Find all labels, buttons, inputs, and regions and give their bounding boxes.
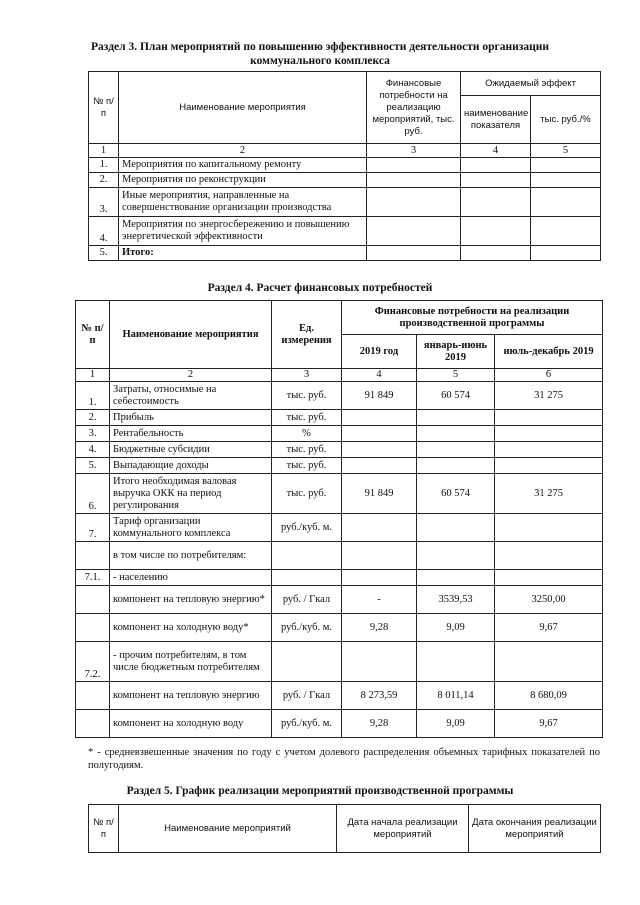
row-unit (272, 542, 342, 570)
row-name: - населению (110, 570, 272, 586)
row-unit: тыс. руб. (272, 382, 342, 410)
row-value-h2 (495, 426, 603, 442)
s4-header-h2: июль-декабрь 2019 (495, 335, 603, 369)
row-value-h2: 31 275 (495, 382, 603, 410)
row-unit: руб./куб. м. (272, 710, 342, 738)
row-unit: % (272, 426, 342, 442)
row-number: 7.1. (76, 570, 110, 586)
row-value-h1: 60 574 (417, 474, 495, 514)
row-value-year: 8 273,59 (342, 682, 417, 710)
row-value-h1: 9,09 (417, 710, 495, 738)
row-unit: тыс. руб. (272, 442, 342, 458)
empty-cell (461, 217, 531, 246)
empty-cell (531, 246, 601, 261)
row-value-h1: 9,09 (417, 614, 495, 642)
row-value-year (342, 458, 417, 474)
row-number: 5. (89, 246, 119, 261)
footnote: * - средневзвешенные значения по году с учетом долевого распределения объемных тарифных показателей по полугодиям. (88, 747, 600, 771)
table-row (76, 382, 603, 410)
row-name: Выпадающие доходы (110, 458, 272, 474)
section5-table (88, 804, 601, 853)
row-value-h1 (417, 514, 495, 542)
row-number (76, 542, 110, 570)
table-row (76, 570, 603, 586)
row-name: Тариф организации коммунального комплекса (110, 514, 272, 542)
table-row (76, 642, 603, 682)
s3-colnum: 5 (531, 144, 601, 158)
row-number (76, 586, 110, 614)
row-value-h1 (417, 542, 495, 570)
row-value-h1 (417, 426, 495, 442)
empty-cell (367, 173, 461, 188)
row-value-year: 9,28 (342, 710, 417, 738)
row-number: 3. (89, 188, 119, 217)
empty-cell (531, 188, 601, 217)
row-value-h2: 9,67 (495, 614, 603, 642)
row-name: Рентабельность (110, 426, 272, 442)
table-row (76, 410, 603, 426)
s3-header-name: Наименование мероприятия (119, 72, 367, 144)
s4-header-year: 2019 год (342, 335, 417, 369)
s3-header-fin: Финансовые потребности на реализацию мероприятий, тыс. руб. (367, 72, 461, 144)
s5-header-end: Дата окончания реализации мероприятий (469, 805, 601, 853)
row-value-year: - (342, 586, 417, 614)
section3-table (88, 71, 601, 261)
row-name: компонент на тепловую энергию (110, 682, 272, 710)
table-row (89, 217, 601, 246)
row-value-h2 (495, 410, 603, 426)
s4-colnum: 4 (342, 369, 417, 382)
section4-title: Раздел 4. Расчет финансовых потребностей (207, 282, 433, 294)
s4-header-unit: Ед. измерения (272, 301, 342, 369)
row-number: 4. (89, 217, 119, 246)
row-name: компонент на тепловую энергию* (110, 586, 272, 614)
empty-cell (367, 158, 461, 173)
s3-colnum: 2 (119, 144, 367, 158)
row-number: 2. (76, 410, 110, 426)
row-name: Мероприятия по энергосбережению и повышению энергетической эффективности (119, 217, 367, 246)
empty-cell (461, 246, 531, 261)
row-name: Итого необходимая валовая выручка ОКК на период регулирования (110, 474, 272, 514)
table-row (89, 173, 601, 188)
row-name: Прибыль (110, 410, 272, 426)
row-name: компонент на холодную воду* (110, 614, 272, 642)
table-row (76, 442, 603, 458)
row-value-year (342, 514, 417, 542)
row-number (76, 682, 110, 710)
s4-colnum: 5 (417, 369, 495, 382)
s3-header-effect: Ожидаемый эффект (461, 72, 601, 96)
s3-colnum: 3 (367, 144, 461, 158)
s3-colnum: 4 (461, 144, 531, 158)
s3-header-indicator: наименование показателя (461, 96, 531, 144)
row-value-h2 (495, 570, 603, 586)
row-value-h1: 8 011,14 (417, 682, 495, 710)
s3-colnum: 1 (89, 144, 119, 158)
row-value-h2: 31 275 (495, 474, 603, 514)
row-number: 1. (89, 158, 119, 173)
row-name: - прочим потребителям, в том числе бюджетным потребителям (110, 642, 272, 682)
row-unit: тыс. руб. (272, 458, 342, 474)
s4-header-h1: январь-июнь 2019 (417, 335, 495, 369)
row-unit: тыс. руб. (272, 474, 342, 514)
row-unit: руб./куб. м. (272, 514, 342, 542)
row-value-year: 91 849 (342, 382, 417, 410)
row-number: 7.2. (76, 642, 110, 682)
row-value-year (342, 570, 417, 586)
row-number: 7. (76, 514, 110, 542)
row-number: 6. (76, 474, 110, 514)
row-value-h1 (417, 570, 495, 586)
row-value-year (342, 642, 417, 682)
s3-header-unit: тыс. руб./% (531, 96, 601, 144)
row-number: 2. (89, 173, 119, 188)
row-unit: руб./куб. м. (272, 614, 342, 642)
s4-colnum: 2 (110, 369, 272, 382)
table-row (76, 542, 603, 570)
row-name: Бюджетные субсидии (110, 442, 272, 458)
empty-cell (367, 188, 461, 217)
table-row (76, 710, 603, 738)
empty-cell (531, 217, 601, 246)
empty-cell (461, 173, 531, 188)
empty-cell (461, 188, 531, 217)
empty-cell (531, 173, 601, 188)
row-value-year: 91 849 (342, 474, 417, 514)
s5-header-start: Дата начала реализации мероприятий (337, 805, 469, 853)
s4-colnum: 3 (272, 369, 342, 382)
row-value-h2: 8 680,09 (495, 682, 603, 710)
row-value-year: 9,28 (342, 614, 417, 642)
s4-header-num: № п/п (76, 301, 110, 369)
empty-cell (367, 217, 461, 246)
row-unit: руб. / Гкал (272, 586, 342, 614)
s5-header-num: № п/п (89, 805, 119, 853)
empty-cell (367, 246, 461, 261)
row-unit: тыс. руб. (272, 410, 342, 426)
row-value-h2 (495, 642, 603, 682)
row-value-h1 (417, 458, 495, 474)
table-row (76, 682, 603, 710)
table-row (76, 458, 603, 474)
row-name: Иные мероприятия, направленные на совершенствование организации производства (119, 188, 367, 217)
row-value-h1 (417, 410, 495, 426)
table-row (89, 188, 601, 217)
empty-cell (531, 158, 601, 173)
row-value-h1 (417, 442, 495, 458)
row-number: 5. (76, 458, 110, 474)
row-number (76, 710, 110, 738)
row-value-year (342, 426, 417, 442)
table-row (76, 474, 603, 514)
row-unit (272, 642, 342, 682)
s4-header-fin: Финансовые потребности на реализации производственной программы (342, 301, 603, 335)
row-value-h2: 3250,00 (495, 586, 603, 614)
section3-title: Раздел 3. План мероприятий по повышению эффективности деятельности организации коммунального комплекса (91, 41, 549, 67)
s4-colnum: 6 (495, 369, 603, 382)
s4-colnum: 1 (76, 369, 110, 382)
section5-title: Раздел 5. График реализации мероприятий производственной программы (126, 785, 514, 797)
row-value-year (342, 410, 417, 426)
row-value-h2 (495, 514, 603, 542)
row-name: компонент на холодную воду (110, 710, 272, 738)
row-name: Итого: (119, 246, 367, 261)
section4-table (75, 300, 603, 738)
row-value-h2 (495, 442, 603, 458)
row-number: 3. (76, 426, 110, 442)
row-value-h2 (495, 542, 603, 570)
s5-header-name: Наименование мероприятий (119, 805, 337, 853)
table-row (76, 514, 603, 542)
row-unit: руб. / Гкал (272, 682, 342, 710)
table-row (76, 614, 603, 642)
s3-header-num: № п/п (89, 72, 119, 144)
row-number: 4. (76, 442, 110, 458)
table-row (76, 426, 603, 442)
table-row (89, 246, 601, 261)
row-name: Затраты, относимые на себестоимость (110, 382, 272, 410)
row-name: в том числе по потребителям: (110, 542, 272, 570)
empty-cell (461, 158, 531, 173)
row-name: Мероприятия по капитальному ремонту (119, 158, 367, 173)
row-value-year (342, 442, 417, 458)
row-value-h1: 60 574 (417, 382, 495, 410)
row-value-h2: 9,67 (495, 710, 603, 738)
row-value-year (342, 542, 417, 570)
row-value-h1 (417, 642, 495, 682)
row-number (76, 614, 110, 642)
table-row (76, 586, 603, 614)
row-value-h2 (495, 458, 603, 474)
row-unit (272, 570, 342, 586)
row-name: Мероприятия по реконструкции (119, 173, 367, 188)
s4-header-name: Наименование мероприятия (110, 301, 272, 369)
table-row (89, 158, 601, 173)
row-value-h1: 3539,53 (417, 586, 495, 614)
row-number: 1. (76, 382, 110, 410)
